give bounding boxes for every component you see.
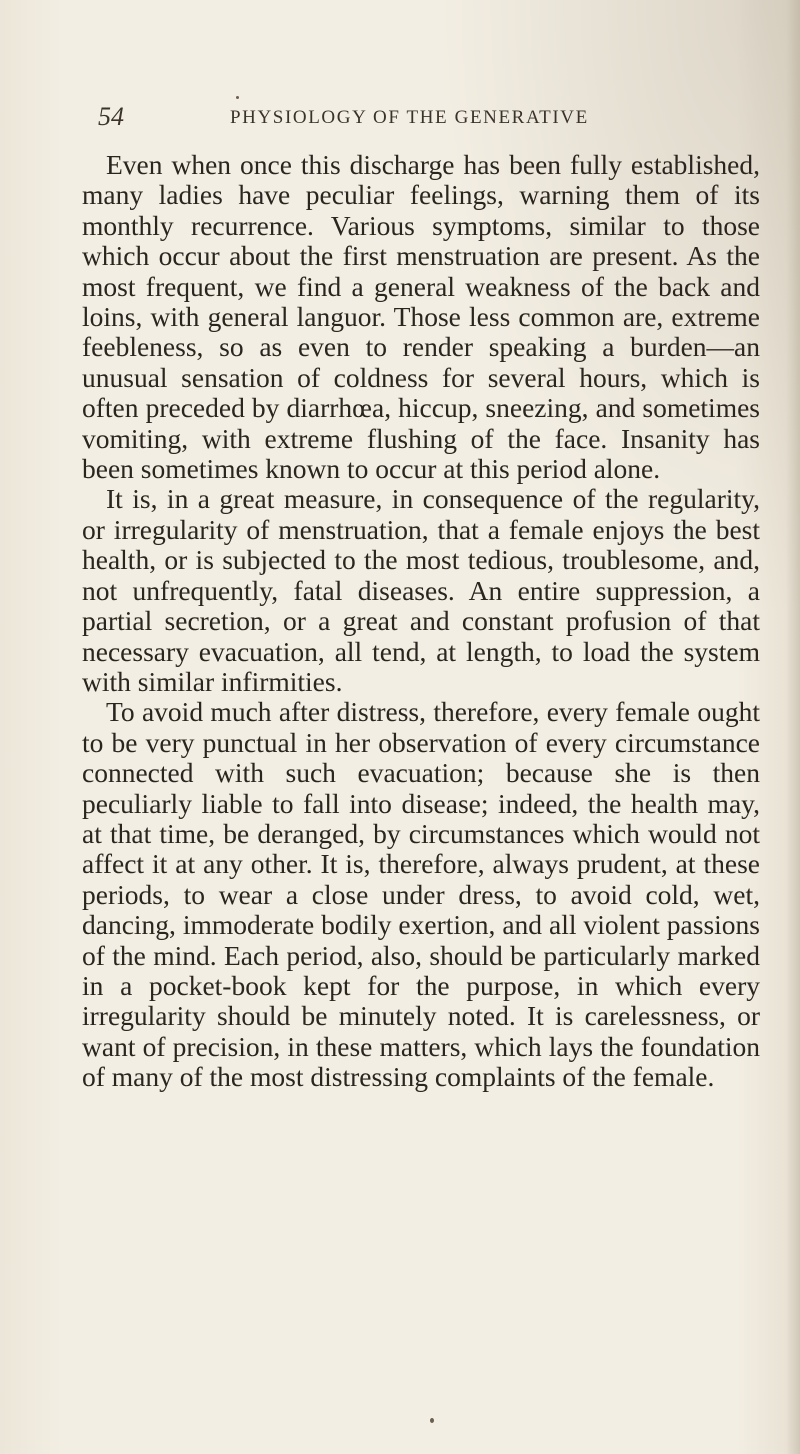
ink-speck <box>236 96 239 99</box>
page-number: 54 <box>98 102 124 131</box>
running-head <box>98 102 658 132</box>
paragraph: It is, in a great measure, in consequence of the regularity, or irregularity of menstruation, that a female enjoys the best health, or is subjected to the most tedious, troublesome, and, not unfrequently, fatal diseases. An entire suppression, a partial secretion, or a great and constant profusion of that necessary evacuation, all tend, at length, to load the system with similar infirmities. <box>82 483 760 697</box>
ink-speck <box>430 1418 434 1423</box>
body-text <box>82 150 760 1093</box>
paragraph: Even when once this discharge has been fully established, many ladies have peculiar feelings, warning them of its monthly recurrence. Various symptoms, similar to those which occur about the first menstruation are present. As the most frequent, we find a general weakness of the back and loins, with general languor. Those less common are, extreme feebleness, so as even to render speaking a burden—an unusual sensation of coldness for several hours, which is often preceded by diarrhœa, hiccup, sneezing, and sometimes vomiting, with extreme flushing of the face. Insanity has been sometimes known to occur at this period alone. <box>82 149 760 485</box>
paragraph: To avoid much after distress, therefore, every female ought to be very punctual in her observation of every circumstance connected with such evacuation; because she is then peculiarly liable to fall into disease; indeed, the health may, at that time, be deranged, by circumstances which would not affect it at any other. It is, therefore, always prudent, at these periods, to wear a close under dress, to avoid cold, wet, dancing, immoderate bodily exertion, and all violent passions of the mind. Each period, also, should be particularly marked in a pocket-book kept for the purpose, in which every irregularity should be minutely noted. It is carelessness, or want of precision, in these matters, which lays the foundation of many of the most distressing complaints of the female. <box>82 696 760 1093</box>
running-head-title: PHYSIOLOGY OF THE GENERATIVE <box>230 107 589 128</box>
page-edge-shadow <box>786 0 800 1454</box>
